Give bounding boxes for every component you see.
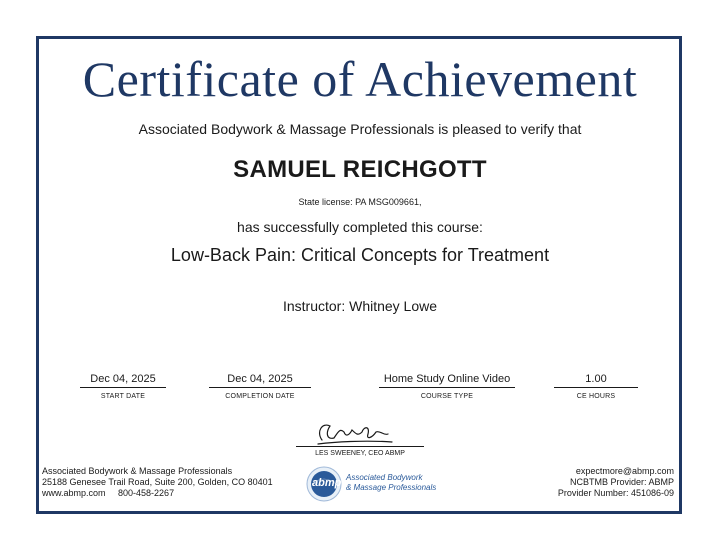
start-date-value: Dec 04, 2025 bbox=[80, 373, 166, 388]
organization-address bbox=[42, 466, 273, 499]
course-type-label: COURSE TYPE bbox=[420, 393, 474, 400]
abmp-logo-text bbox=[346, 473, 436, 493]
completion-date-field bbox=[209, 373, 311, 400]
completion-statement: has successfully completed this course: bbox=[237, 219, 483, 235]
course-title: Low-Back Pain: Critical Concepts for Treatment bbox=[170, 245, 550, 265]
ncbtmb-provider: NCBTMB Provider: ABMP bbox=[569, 477, 674, 487]
course-type-field bbox=[379, 373, 515, 400]
start-date-field bbox=[80, 373, 166, 400]
address-line-3: www.abmp.com 800-458-2267 bbox=[42, 488, 175, 498]
recipient-name: SAMUEL REICHGOTT bbox=[233, 156, 487, 183]
abmp-logo bbox=[306, 466, 437, 502]
ce-hours-field bbox=[554, 373, 638, 400]
course-type-value: Home Study Online Video bbox=[379, 373, 515, 388]
provider-contact bbox=[558, 466, 674, 499]
ce-hours-value: 1.00 bbox=[554, 373, 638, 388]
contact-email: expectmore@abmp.com bbox=[575, 466, 674, 476]
ce-hours-label: CE HOURS bbox=[576, 393, 616, 400]
logo-text-line-2: & Massage Professionals bbox=[346, 483, 437, 492]
abmp-logo-mark-text: abmp bbox=[312, 477, 342, 489]
instructor-name: Instructor: Whitney Lowe bbox=[282, 298, 438, 314]
certificate-title: Certificate of Achievement bbox=[82, 51, 638, 107]
state-license: State license: PA MSG009661, bbox=[298, 197, 422, 207]
address-line-1: Associated Bodywork & Massage Professionals bbox=[42, 466, 233, 476]
ceo-signature bbox=[314, 418, 394, 448]
address-line-2: 25188 Genesee Trail Road, Suite 200, Golden, CO 80401 bbox=[42, 477, 273, 487]
completion-date-value: Dec 04, 2025 bbox=[209, 373, 311, 388]
signatory-name: LES SWEENEY, CEO ABMP bbox=[315, 450, 405, 457]
signature-line bbox=[296, 446, 424, 447]
start-date-label: START DATE bbox=[100, 393, 146, 400]
provider-number: Provider Number: 451086-09 bbox=[557, 488, 674, 498]
logo-text-line-1: Associated Bodywork bbox=[346, 473, 423, 482]
intro-text: Associated Bodywork & Massage Professionals is pleased to verify that bbox=[138, 121, 582, 137]
completion-date-label: COMPLETION DATE bbox=[225, 393, 295, 400]
